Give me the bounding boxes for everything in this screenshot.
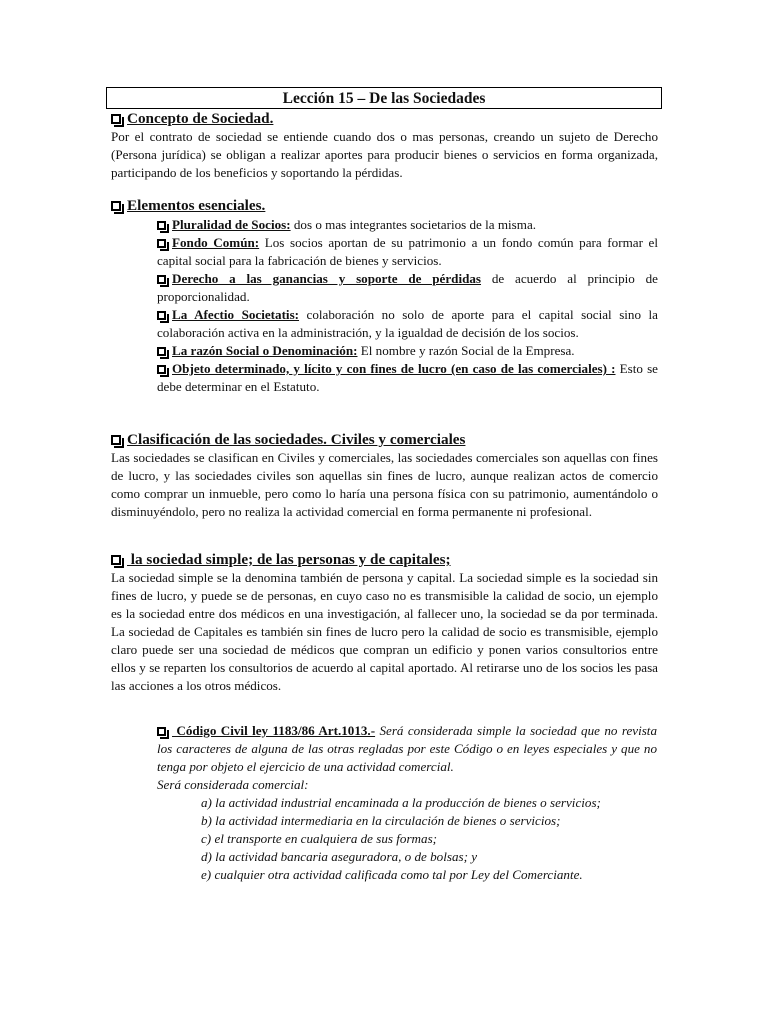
checkbox-bullet-icon	[157, 221, 166, 230]
section-elementos-heading	[111, 197, 658, 215]
checkbox-bullet-icon	[111, 114, 121, 124]
list-item: La Afectio Societatis: colaboración no solo de aporte para el capital social sino la colaboración activa en la administración, y la igualdad de decisión de los socios.	[157, 307, 658, 340]
codigo-list	[157, 794, 657, 884]
section-heading: Clasificación de las sociedades. Civiles y comerciales	[111, 431, 658, 449]
list-item: d) la actividad bancaria aseguradora, o de bolsas; y	[201, 849, 478, 864]
section-simple	[111, 551, 658, 695]
codigo-paragraph: Código Civil ley 1183/86 Art.1013.- Será considerada simple la sociedad que no revista los caracteres de alguna de las otras regladas por este Código o en leyes especiales y que no tenga por objeto el ejercicio de una actividad comercial.	[157, 723, 657, 774]
list-item: c) el transporte en cualquiera de sus formas;	[201, 831, 438, 846]
section-concepto	[111, 110, 658, 182]
section-heading: la sociedad simple; de las personas y de capitales;	[111, 551, 658, 569]
checkbox-bullet-icon	[157, 727, 166, 736]
checkbox-bullet-icon	[111, 201, 121, 211]
checkbox-bullet-icon	[157, 275, 166, 284]
section-paragraph: La sociedad simple se la denomina también de persona y capital. La sociedad simple es la sociedad sin fines de lucro, y puede se de personas, en cuyo caso no es transmisible la calidad de socio, un ejemplo es la sociedad entre dos médicos en una investigación, al fallecer uno, la sociedad se da por terminada. La sociedad de Capitales es también sin fines de lucro pero la calidad de socio es transmisible, ejemplo claro puede ser una sociedad de médicos que compran un edificio y ponen varios consultorios entre ellos y se reparten los consultorios de acuerdo al capital aportado. Al retirarse uno de los socios les pasa las acciones a los otros médicos.	[111, 570, 658, 693]
lesson-title: Lección 15 – De las Sociedades	[106, 87, 662, 109]
codigo-civil-block	[157, 722, 657, 884]
section-paragraph: Las sociedades se clasifican en Civiles y comerciales, las sociedades comerciales son aquellas con fines de lucro, y las sociedades civiles son aquellas sin fines de lucro, aunque realizan actos de comercio como comprar un inmueble, pero como lo haría una persona física con su patrimonio, aumentándolo o disminuyéndolo, pero no realiza la actividad comercial en forma permanente ni profesional.	[111, 450, 658, 519]
list-item: Derecho a las ganancias y soporte de pérdidas de acuerdo al principio de proporcionalidad.	[157, 271, 658, 304]
section-heading: Concepto de Sociedad.	[111, 110, 658, 128]
elementos-list	[157, 216, 658, 396]
list-item: La razón Social o Denominación: El nombre y razón Social de la Empresa.	[157, 342, 658, 360]
section-paragraph: Por el contrato de sociedad se entiende cuando dos o mas personas, creando un sujeto de Derecho (Persona jurídica) se obligan a realizar aportes para producir bienes o servicios en forma organizada, participando de los beneficios y soportando la pérdidas.	[111, 129, 658, 180]
section-clasificacion	[111, 431, 658, 521]
list-item: b) la actividad intermediaria en la circulación de bienes o servicios;	[201, 813, 561, 828]
list-item: a) la actividad industrial encaminada a la producción de bienes o servicios;	[201, 795, 601, 810]
checkbox-bullet-icon	[157, 311, 166, 320]
list-item: Pluralidad de Socios: dos o mas integrantes societarios de la misma.	[157, 216, 658, 234]
list-item: Objeto determinado, y lícito y con fines de lucro (en caso de las comerciales) : Esto se debe determinar en el Estatuto.	[157, 361, 658, 394]
list-item: e) cualquier otra actividad calificada como tal por Ley del Comerciante.	[201, 867, 583, 882]
checkbox-bullet-icon	[111, 435, 121, 445]
codigo-intro: Será considerada comercial:	[157, 777, 309, 792]
checkbox-bullet-icon	[157, 347, 166, 356]
checkbox-bullet-icon	[111, 555, 121, 565]
list-item: Fondo Común: Los socios aportan de su patrimonio a un fondo común para formar el capital social para la fabricación de bienes y servicios.	[157, 235, 658, 268]
checkbox-bullet-icon	[157, 365, 166, 374]
section-heading: Elementos esenciales.	[111, 197, 658, 215]
checkbox-bullet-icon	[157, 239, 166, 248]
